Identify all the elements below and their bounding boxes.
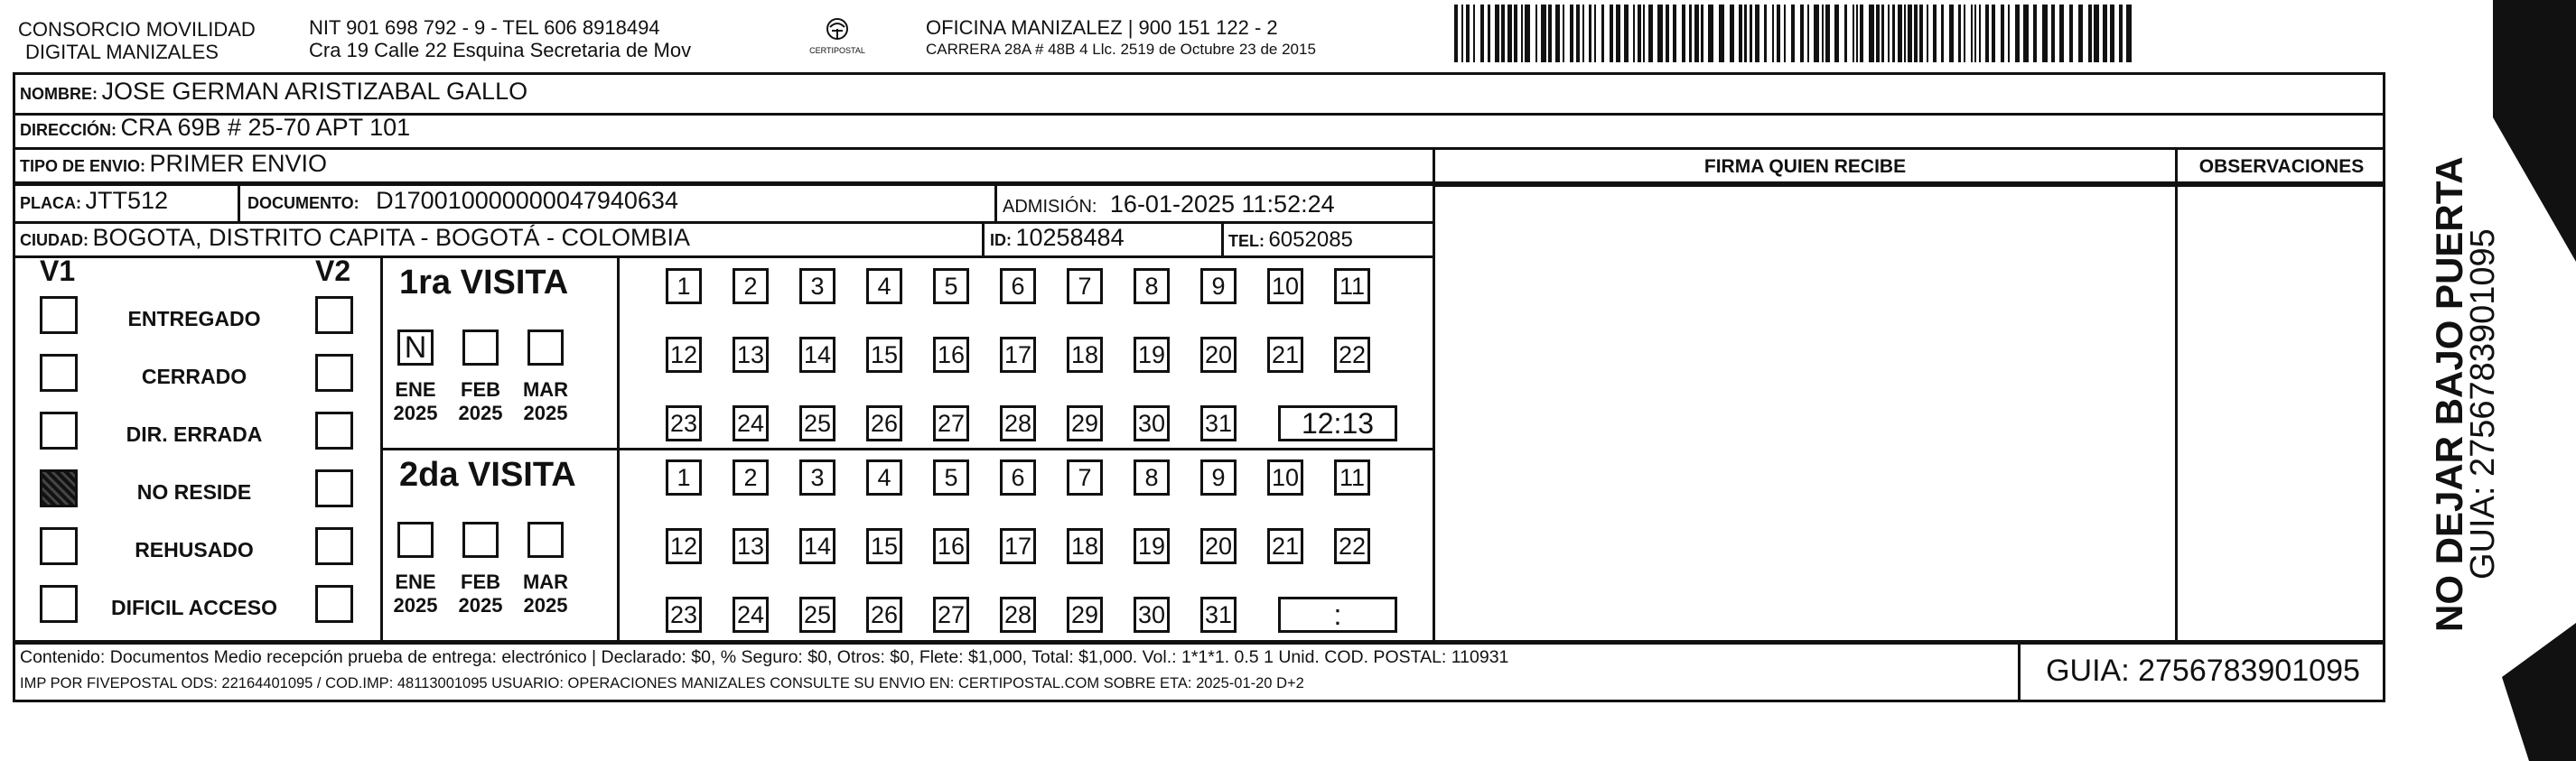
day-box[interactable]: 30 xyxy=(1134,597,1170,633)
barcode-bar xyxy=(1610,5,1613,62)
barcode-bar xyxy=(1570,5,1573,62)
barcode-bar xyxy=(1657,5,1663,62)
barcode-bar xyxy=(1869,5,1874,62)
footer-imp: IMP POR FIVEPOSTAL ODS: 22164401095 / COD.IMP: 48113001095 USUARIO: OPERACIONES MANIZALES CONSULTE SU ENVIO EN: CERTIPOSTAL.COM SOBRE ETA: 2025-01-20 D+2 xyxy=(20,675,1304,691)
barcode-bar xyxy=(1892,5,1895,62)
barcode-bar xyxy=(1525,5,1530,62)
barcode-bar xyxy=(1750,5,1752,62)
barcode-bar xyxy=(1616,5,1620,62)
day-box[interactable]: 15 xyxy=(866,337,902,373)
ciudad-value: BOGOTA, DISTRITO CAPITA - BOGOTÁ - COLOMBIA xyxy=(92,224,691,251)
first-visit-title: 1ra VISITA xyxy=(399,264,569,302)
month-name: ENE xyxy=(395,378,436,401)
barcode-bar xyxy=(1548,5,1552,62)
barcode-bar xyxy=(1589,5,1591,62)
day-box[interactable]: 4 xyxy=(866,459,902,496)
placa-value: JTT512 xyxy=(85,187,168,214)
barcode-bar xyxy=(2008,5,2010,62)
barcode-bar xyxy=(1807,5,1809,62)
barcode-bar xyxy=(1501,5,1505,62)
barcode-bar xyxy=(1964,5,1965,62)
day-box[interactable]: 28 xyxy=(1000,405,1036,441)
month-year: 2025 xyxy=(523,594,568,617)
barcode-bar xyxy=(1480,5,1484,62)
barcode-bar xyxy=(1958,5,1961,62)
month-name: FEB xyxy=(461,378,500,401)
day-box[interactable]: 9 xyxy=(1200,268,1237,304)
month-checkbox[interactable] xyxy=(397,522,434,558)
admision-field xyxy=(1003,190,1335,218)
day-box[interactable]: 24 xyxy=(733,597,769,633)
barcode-bar xyxy=(1535,5,1537,62)
documento-value: D170010000000047940634 xyxy=(376,187,678,214)
day-box[interactable]: 11 xyxy=(1334,459,1370,496)
barcode-bar xyxy=(1927,5,1928,62)
day-box[interactable]: 6 xyxy=(1000,459,1036,496)
month-label xyxy=(518,378,573,425)
day-box[interactable]: 3 xyxy=(799,459,835,496)
day-box[interactable]: 30 xyxy=(1134,405,1170,441)
barcode-bar xyxy=(1985,5,1989,62)
status-option-label: CERRADO xyxy=(141,365,247,388)
barcode-bar xyxy=(1949,5,1954,62)
corner-mark-bottom xyxy=(2475,623,2576,761)
office-name: OFICINA MANIZALEZ | 900 151 122 - 2 xyxy=(926,16,1278,39)
barcode-bar xyxy=(1555,5,1560,62)
day-box[interactable]: 8 xyxy=(1134,459,1170,496)
company-line2: DIGITAL MANIZALES xyxy=(25,41,219,63)
barcode-bar xyxy=(1582,5,1584,62)
day-box[interactable]: 22 xyxy=(1334,337,1370,373)
barcode-bar xyxy=(1800,5,1804,62)
barcode-bar xyxy=(1495,5,1499,62)
footer-contenido: Contenido: Documentos Medio recepción prueba de entrega: electrónico | Declarado: $0, % Seguro: $0, Otros: $0, Flete: $1,000, Total: $1,000. Vol.: 1*1*1. 0.5 1 Unid. COD. POSTAL: 110931 xyxy=(20,647,1509,667)
barcode-bar xyxy=(2103,5,2107,62)
observaciones-header: OBSERVACIONES xyxy=(2198,156,2365,177)
v2-header: V2 xyxy=(315,255,351,287)
day-box[interactable]: 20 xyxy=(1200,528,1237,564)
day-box[interactable]: 2 xyxy=(733,459,769,496)
barcode-bar xyxy=(1933,5,1937,62)
barcode-bar xyxy=(1777,5,1780,62)
tel-field xyxy=(1228,227,1353,253)
barcode-bar xyxy=(1898,5,1902,62)
day-box[interactable]: 17 xyxy=(1000,337,1036,373)
barcode-bar xyxy=(1856,5,1858,62)
day-box[interactable]: 12 xyxy=(666,337,702,373)
day-box[interactable]: 7 xyxy=(1067,459,1103,496)
month-checkbox[interactable] xyxy=(462,329,499,366)
day-box[interactable]: 7 xyxy=(1067,268,1103,304)
admision-label: ADMISIÓN: xyxy=(1003,197,1097,217)
barcode-bar xyxy=(1648,5,1653,62)
barcode-bar xyxy=(1576,5,1580,62)
tipo-envio-field xyxy=(20,150,327,178)
month-name: MAR xyxy=(522,378,569,401)
office-address: CARRERA 28A # 48B 4 Llc. 2519 de Octubre 23 de 2015 xyxy=(926,41,1316,58)
day-box[interactable]: 17 xyxy=(1000,528,1036,564)
v1-checkbox[interactable] xyxy=(40,527,78,565)
barcode-bar xyxy=(1825,5,1830,62)
barcode-bar xyxy=(2059,5,2064,62)
barcode xyxy=(1454,5,2141,62)
barcode-bar xyxy=(1764,5,1767,62)
day-box[interactable]: 9 xyxy=(1200,459,1237,496)
company-line1: CONSORCIO MOVILIDAD xyxy=(18,18,256,41)
company-contact xyxy=(309,16,691,61)
barcode-bar xyxy=(2015,5,2020,62)
month-checkbox[interactable]: N xyxy=(397,329,434,366)
month-label xyxy=(453,571,508,617)
company-address: Cra 19 Calle 22 Esquina Secretaria de Mov xyxy=(309,39,692,61)
month-year: 2025 xyxy=(458,594,503,617)
month-label xyxy=(453,378,508,425)
barcode-bar xyxy=(1521,5,1523,62)
logo-text: CERTIPOSTAL xyxy=(809,46,865,55)
barcode-bar xyxy=(1772,5,1774,62)
day-box[interactable]: 14 xyxy=(799,337,835,373)
month-checkbox[interactable] xyxy=(527,329,564,366)
barcode-bar xyxy=(1643,5,1645,62)
barcode-bar xyxy=(1919,5,1923,62)
barcode-bar xyxy=(1701,5,1703,62)
barcode-bar xyxy=(1507,5,1512,62)
placa-label: PLACA: xyxy=(20,194,81,212)
documento-field xyxy=(247,187,678,215)
day-box[interactable]: 31 xyxy=(1200,405,1237,441)
barcode-bar xyxy=(1941,5,1944,62)
barcode-bar xyxy=(1694,5,1699,62)
day-box[interactable]: 21 xyxy=(1267,528,1303,564)
day-box[interactable]: 23 xyxy=(666,597,702,633)
v2-checkbox[interactable] xyxy=(315,469,353,507)
v2-checkbox[interactable] xyxy=(315,296,353,334)
month-name: ENE xyxy=(395,571,436,593)
day-box[interactable]: 22 xyxy=(1334,528,1370,564)
barcode-bar xyxy=(1689,5,1692,62)
visit-time-box[interactable]: 12:13 xyxy=(1278,405,1397,441)
tel-value: 6052085 xyxy=(1268,227,1353,252)
barcode-bar xyxy=(2069,5,2073,62)
barcode-bar xyxy=(1860,5,1863,62)
corner-mark-top xyxy=(2475,0,2576,262)
barcode-bar xyxy=(1719,5,1724,62)
barcode-bar xyxy=(1784,5,1786,62)
nombre-field xyxy=(20,78,527,106)
second-visit-title: 2da VISITA xyxy=(399,456,576,494)
month-label xyxy=(518,571,573,617)
barcode-bar xyxy=(2001,5,2004,62)
day-box[interactable]: 12 xyxy=(666,528,702,564)
barcode-bar xyxy=(1730,5,1734,62)
v1-checkbox[interactable] xyxy=(40,585,78,623)
direccion-label: DIRECCIÓN: xyxy=(20,121,117,139)
barcode-bar xyxy=(1992,5,1995,62)
status-option-label: DIFICIL ACCESO xyxy=(110,596,277,619)
barcode-bar xyxy=(1488,5,1490,62)
id-field xyxy=(990,224,1125,252)
company-name xyxy=(18,18,256,63)
id-value: 10258484 xyxy=(1015,224,1125,251)
day-box[interactable]: 1 xyxy=(666,268,702,304)
day-box[interactable]: 18 xyxy=(1067,528,1103,564)
status-option-label: DIR. ERRADA xyxy=(126,422,263,446)
barcode-bar xyxy=(2042,5,2048,62)
day-box[interactable]: 1 xyxy=(666,459,702,496)
month-year: 2025 xyxy=(458,402,503,424)
v2-checkbox[interactable] xyxy=(315,527,353,565)
barcode-bar xyxy=(1791,5,1795,62)
visit-time-box[interactable]: : xyxy=(1278,597,1397,633)
documento-label: DOCUMENTO: xyxy=(247,194,359,212)
barcode-bar xyxy=(1624,5,1629,62)
barcode-bar xyxy=(1853,5,1854,62)
ciudad-field xyxy=(20,224,690,252)
nombre-label: NOMBRE: xyxy=(20,85,98,103)
barcode-bar xyxy=(2126,5,2132,62)
office-info xyxy=(926,16,1316,60)
day-box[interactable]: 24 xyxy=(733,405,769,441)
v1-checkbox[interactable] xyxy=(40,354,78,392)
direccion-field xyxy=(20,114,410,142)
tipo-envio-label: TIPO DE ENVIO: xyxy=(20,157,146,175)
status-option-label: NO RESIDE xyxy=(136,480,252,504)
day-box[interactable]: 18 xyxy=(1067,337,1103,373)
day-box[interactable]: 19 xyxy=(1134,337,1170,373)
barcode-bar xyxy=(1844,5,1847,62)
month-label xyxy=(388,571,443,617)
day-box[interactable]: 25 xyxy=(799,405,835,441)
barcode-bar xyxy=(1881,5,1884,62)
direccion-value: CRA 69B # 25-70 APT 101 xyxy=(120,114,411,141)
month-checkbox[interactable] xyxy=(527,522,564,558)
firma-header: FIRMA QUIEN RECIBE xyxy=(1703,156,1907,177)
admision-value: 16-01-2025 11:52:24 xyxy=(1109,190,1335,218)
day-box[interactable]: 27 xyxy=(933,597,969,633)
barcode-bar xyxy=(1755,5,1759,62)
day-box[interactable]: 25 xyxy=(799,597,835,633)
barcode-bar xyxy=(1594,5,1596,62)
id-label: ID: xyxy=(990,231,1012,249)
barcode-bar xyxy=(1822,5,1824,62)
barcode-bar xyxy=(2094,5,2099,62)
v2-checkbox[interactable] xyxy=(315,412,353,450)
day-box[interactable]: 15 xyxy=(866,528,902,564)
barcode-bar xyxy=(1888,5,1890,62)
day-box[interactable]: 10 xyxy=(1267,459,1303,496)
barcode-bar xyxy=(1541,5,1546,62)
day-box[interactable]: 31 xyxy=(1200,597,1237,633)
day-box[interactable]: 29 xyxy=(1067,597,1103,633)
day-box[interactable]: 26 xyxy=(866,597,902,633)
month-label xyxy=(388,378,443,425)
day-box[interactable]: 28 xyxy=(1000,597,1036,633)
v1-header: V1 xyxy=(40,255,76,287)
v2-checkbox[interactable] xyxy=(315,585,353,623)
barcode-bar xyxy=(1908,5,1912,62)
day-box[interactable]: 6 xyxy=(1000,268,1036,304)
month-year: 2025 xyxy=(393,402,438,424)
v1-checkbox[interactable] xyxy=(40,469,78,507)
day-box[interactable]: 16 xyxy=(933,337,969,373)
barcode-bar xyxy=(2033,5,2037,62)
day-box[interactable]: 10 xyxy=(1267,268,1303,304)
day-box[interactable]: 27 xyxy=(933,405,969,441)
barcode-bar xyxy=(1666,5,1669,62)
ciudad-label: CIUDAD: xyxy=(20,231,89,249)
month-year: 2025 xyxy=(523,402,568,424)
month-name: MAR xyxy=(522,571,569,593)
barcode-bar xyxy=(2051,5,2055,62)
barcode-bar xyxy=(2023,5,2029,62)
barcode-bar xyxy=(1673,5,1676,62)
tipo-envio-value: PRIMER ENVIO xyxy=(149,150,328,177)
barcode-bar xyxy=(1744,5,1747,62)
day-box[interactable]: 5 xyxy=(933,459,969,496)
day-box[interactable]: 20 xyxy=(1200,337,1237,373)
day-box[interactable]: 23 xyxy=(666,405,702,441)
day-box[interactable]: 21 xyxy=(1267,337,1303,373)
barcode-bar xyxy=(2119,5,2123,62)
barcode-bar xyxy=(2088,5,2092,62)
tel-label: TEL: xyxy=(1228,232,1265,250)
barcode-bar xyxy=(1563,5,1564,62)
day-box[interactable]: 16 xyxy=(933,528,969,564)
barcode-bar xyxy=(1876,5,1880,62)
barcode-bar xyxy=(1814,5,1819,62)
day-box[interactable]: 14 xyxy=(799,528,835,564)
certipostal-logo xyxy=(806,14,869,61)
side-guia-text: GUIA: 2756783901095 xyxy=(2464,228,2502,580)
barcode-bar xyxy=(1638,5,1641,62)
barcode-bar xyxy=(1979,5,1981,62)
barcode-bar xyxy=(1514,5,1517,62)
day-box[interactable]: 3 xyxy=(799,268,835,304)
v1-checkbox[interactable] xyxy=(40,296,78,334)
day-box[interactable]: 4 xyxy=(866,268,902,304)
barcode-bar xyxy=(1914,5,1918,62)
month-year: 2025 xyxy=(393,594,438,617)
barcode-bar xyxy=(2078,5,2083,62)
day-box[interactable]: 11 xyxy=(1334,268,1370,304)
month-name: FEB xyxy=(461,571,500,593)
barcode-bar xyxy=(1904,5,1906,62)
day-box[interactable]: 5 xyxy=(933,268,969,304)
day-box[interactable]: 26 xyxy=(866,405,902,441)
logo-icon xyxy=(819,14,855,43)
footer-guia: GUIA: 2756783901095 xyxy=(2046,654,2360,688)
day-box[interactable]: 13 xyxy=(733,528,769,564)
day-box[interactable]: 8 xyxy=(1134,268,1170,304)
day-box[interactable]: 2 xyxy=(733,268,769,304)
barcode-bar xyxy=(1633,5,1635,62)
status-option-label: ENTREGADO xyxy=(127,307,261,330)
barcode-bar xyxy=(1473,5,1475,62)
barcode-bar xyxy=(1739,5,1742,62)
barcode-bar xyxy=(1708,5,1713,62)
barcode-bar xyxy=(1466,5,1470,62)
barcode-bar xyxy=(2110,5,2114,62)
v1-checkbox[interactable] xyxy=(40,412,78,450)
barcode-bar xyxy=(1682,5,1685,62)
barcode-bar xyxy=(1461,5,1463,62)
barcode-bar xyxy=(1974,5,1976,62)
barcode-bar xyxy=(1971,5,1973,62)
barcode-bar xyxy=(1601,5,1604,62)
day-box[interactable]: 19 xyxy=(1134,528,1170,564)
month-checkbox[interactable] xyxy=(462,522,499,558)
status-option-label: REHUSADO xyxy=(135,538,254,561)
barcode-bar xyxy=(1454,5,1458,62)
barcode-bar xyxy=(1834,5,1839,62)
placa-field xyxy=(20,187,168,215)
day-box[interactable]: 29 xyxy=(1067,405,1103,441)
nombre-value: JOSE GERMAN ARISTIZABAL GALLO xyxy=(101,78,528,105)
day-box[interactable]: 13 xyxy=(733,337,769,373)
side-warning-text: NO DEJAR BAJO PUERTA xyxy=(2428,156,2470,632)
v2-checkbox[interactable] xyxy=(315,354,353,392)
company-nit: NIT 901 698 792 - 9 - TEL 606 8918494 xyxy=(309,16,660,39)
